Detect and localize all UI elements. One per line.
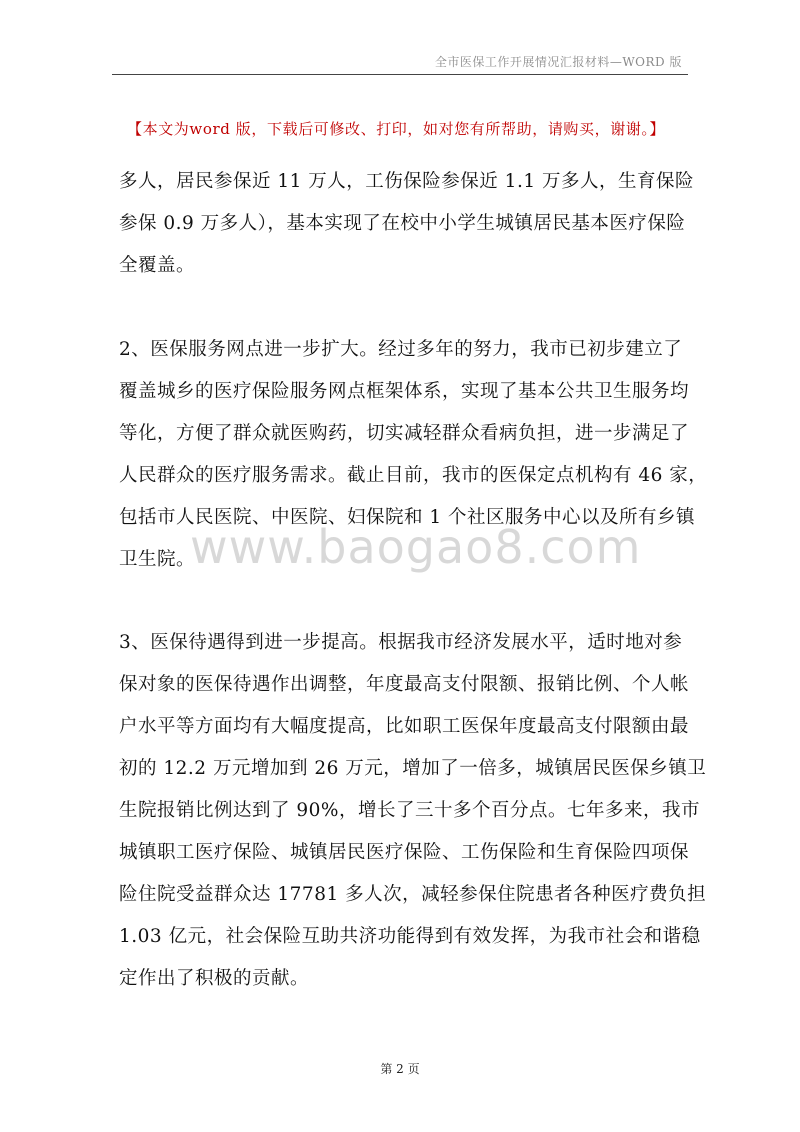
text-line: 等化，方便了群众就医购药，切实减轻群众看病负担，进一步满足了 (119, 423, 690, 444)
header-divider (112, 74, 688, 75)
text-line: 卫生院。 (119, 549, 196, 570)
site-watermark: www.baogao8.com (190, 520, 642, 574)
text-line: 3、医保待遇得到进一步提高。根据我市经济发展水平，适时地对参 (119, 632, 683, 653)
text-line: 初的 12.2 万元增加到 26 万元，增加了一倍多，城镇居民医保乡镇卫 (119, 758, 707, 779)
page-number: 第 2 页 (380, 1062, 420, 1076)
paragraph-3 (119, 622, 707, 1000)
text-line: 保对象的医保待遇作出调整，年度最高支付限额、报销比例、个人帐 (119, 674, 690, 695)
text-line: 定作出了积极的贡献。 (119, 968, 310, 989)
text-line: 1.03 亿元，社会保险互助共济功能得到有效发挥，为我市社会和谐稳 (119, 926, 701, 947)
text-line: 城镇职工医疗保险、城镇居民医疗保险、工伤保险和生育保险四项保 (119, 842, 690, 863)
text-line: 生院报销比例达到了 90%，增长了三十多个百分点。七年多来，我市 (119, 800, 701, 821)
purchase-notice: 【本文为word 版，下载后可修改、打印，如对您有所帮助，请购买，谢谢。】 (127, 120, 666, 138)
text-line: 全覆盖。 (119, 255, 196, 276)
text-line: 参保 0.9 万多人），基本实现了在校中小学生城镇居民基本医疗保险 (119, 213, 686, 234)
text-line: 人民群众的医疗服务需求。截止目前，我市的医保定点机构有 46 家， (119, 465, 708, 486)
text-line: 多人，居民参保近 11 万人，工伤保险参保近 1.1 万多人，生育保险 (119, 171, 694, 192)
paragraph-1 (119, 161, 694, 287)
text-line: 户水平等方面均有大幅度提高，比如职工医保年度最高支付限额由最 (119, 716, 690, 737)
text-line: 险住院受益群众达 17781 多人次，减轻参保住院患者各种医疗费负担 (119, 884, 707, 905)
text-line: 覆盖城乡的医疗保险服务网点框架体系，实现了基本公共卫生服务均 (119, 381, 690, 402)
text-line: 包括市人民医院、中医院、妇保院和 1 个社区服务中心以及所有乡镇 (119, 507, 696, 528)
document-header-title: 全市医保工作开展情况汇报材料—WORD 版 (434, 55, 682, 69)
text-line: 2、医保服务网点进一步扩大。经过多年的努力，我市已初步建立了 (119, 339, 683, 360)
